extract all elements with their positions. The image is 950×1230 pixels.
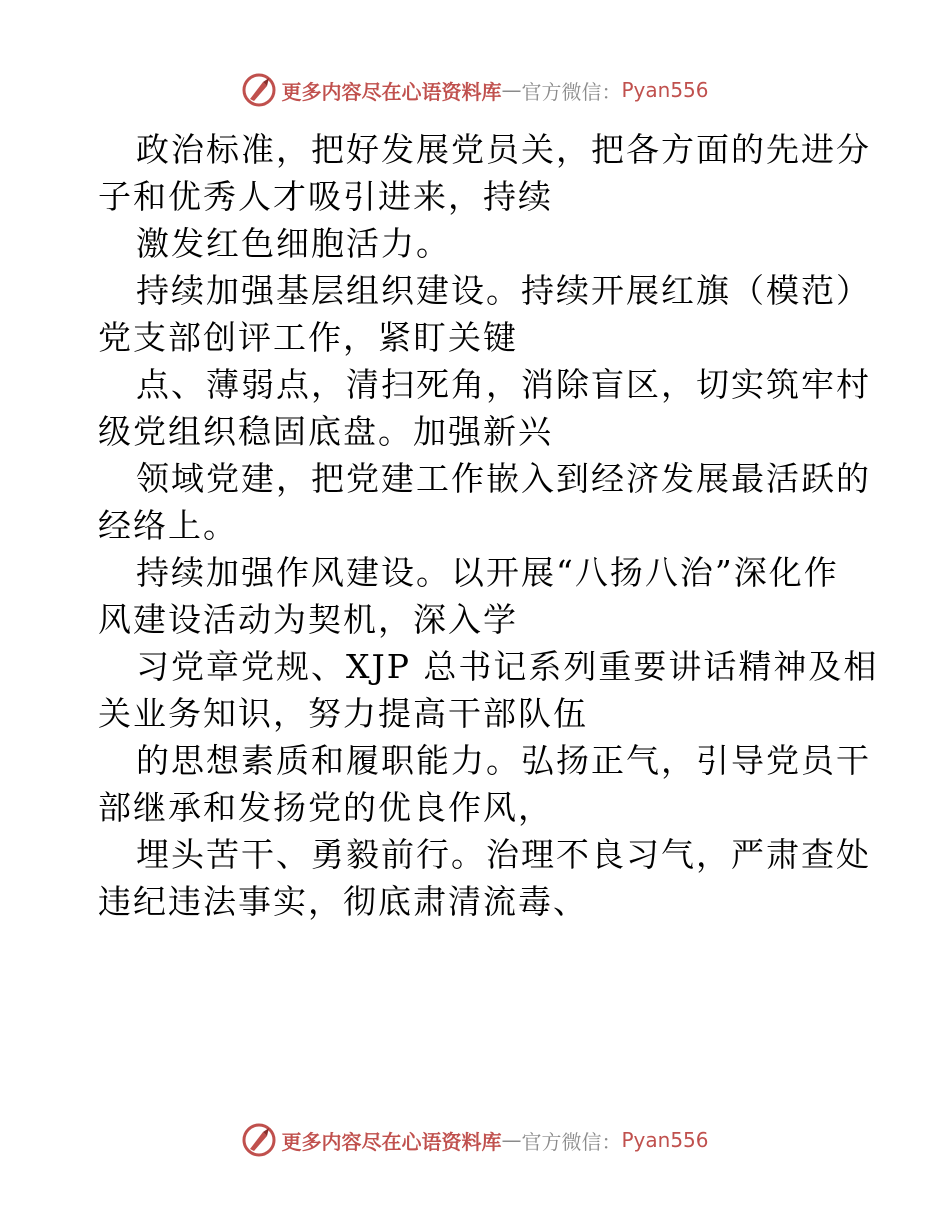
watermark-separator: — xyxy=(501,78,522,102)
text-line: 经络上。 xyxy=(98,506,238,545)
quill-logo-icon xyxy=(241,72,277,108)
watermark-wechat-id: Pyan556 xyxy=(621,78,709,102)
text-line: 持续加强基层组织建设。持续开展红旗（模范） xyxy=(136,271,871,310)
text-line: 风建设活动为契机，深入学 xyxy=(98,600,518,639)
text-line: 埋头苦干、勇毅前行。治理不良习气，严肃查处 xyxy=(136,835,871,874)
text-line: 点、薄弱点，清扫死角，消除盲区，切实筑牢村 xyxy=(136,365,871,404)
text-line: 级党组织稳固底盘。加强新兴 xyxy=(98,412,553,451)
text-line: 的思想素质和履职能力。弘扬正气，引导党员干 xyxy=(136,741,871,780)
text-line: 领域党建，把党建工作嵌入到经济发展最活跃的 xyxy=(136,459,871,498)
text-line: 违纪违法事实，彻底肃清流毒、 xyxy=(98,882,588,921)
text-line: 政治标准，把好发展党员关，把各方面的先进分 xyxy=(136,130,871,169)
watermark-main-text: 更多内容尽在心语资料库 xyxy=(281,1129,502,1154)
quill-logo-icon xyxy=(241,1122,277,1158)
watermark-main-text: 更多内容尽在心语资料库 xyxy=(281,79,502,104)
watermark-separator: — xyxy=(501,1128,522,1152)
body-text xyxy=(98,126,879,925)
text-line: 党支部创评工作，紧盯关键 xyxy=(98,318,518,357)
footer-watermark xyxy=(0,1120,950,1160)
header-watermark xyxy=(0,70,950,110)
watermark-label: 官方微信： xyxy=(521,1129,622,1154)
watermark-wechat-id: Pyan556 xyxy=(621,1128,709,1152)
text-line: 部继承和发扬党的优良作风， xyxy=(98,788,553,827)
text-line: 持续加强作风建设。以开展“八扬八治”深化作 xyxy=(136,553,839,592)
text-line: 子和优秀人才吸引进来，持续 xyxy=(98,177,553,216)
text-line: 激发红色细胞活力。 xyxy=(136,224,451,263)
watermark-label: 官方微信： xyxy=(521,79,622,104)
text-line: 习党章党规、XJP 总书记系列重要讲话精神及相 xyxy=(136,647,879,686)
text-line: 关业务知识，努力提高干部队伍 xyxy=(98,694,588,733)
